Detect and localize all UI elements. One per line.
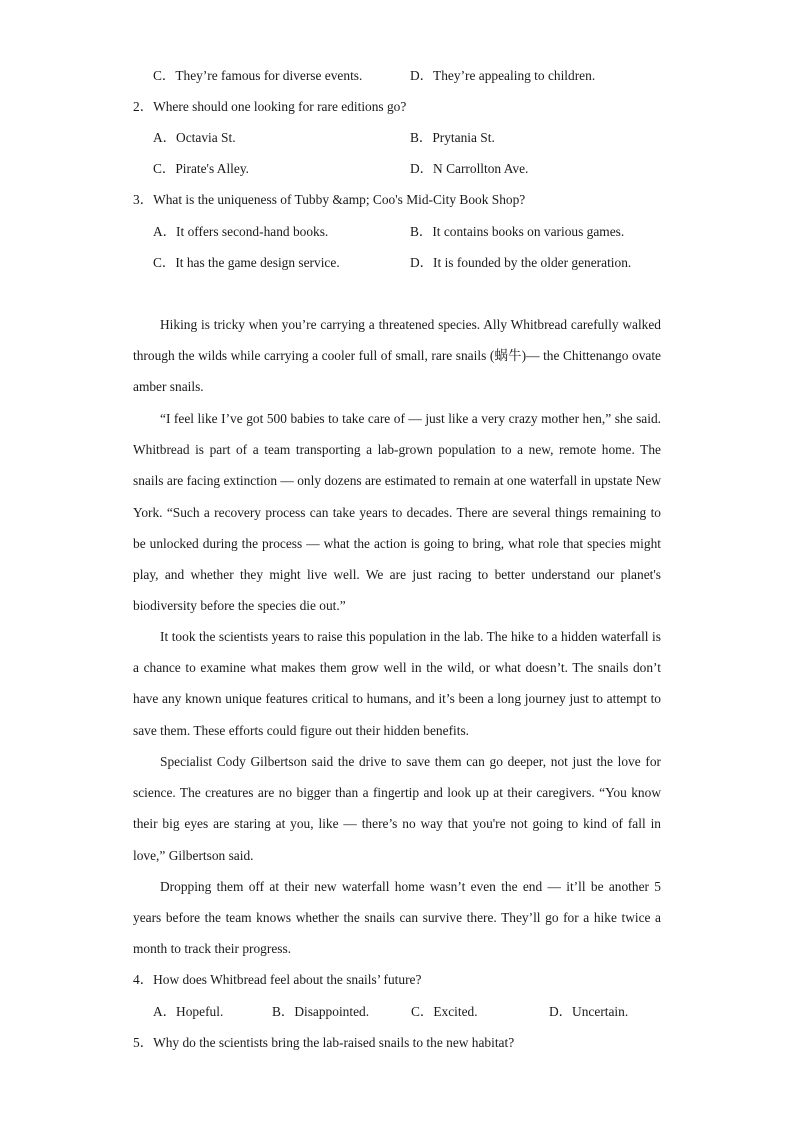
passage-paragraph-1: Hiking is tricky when you’re carrying a threatened species. Ally Whitbread carefully walked through the wilds while carrying a cooler full of small, rare snails (蜗牛)— the Chittenango ovate amber snails. <box>133 317 661 395</box>
q1-option-c: C．They’re famous for diverse events. <box>153 68 363 83</box>
q2-stem: 2．Where should one looking for rare editions go? <box>133 99 407 114</box>
q3-option-a: A．It offers second-hand books. <box>153 224 329 239</box>
q4-option-b: B．Disappointed. <box>272 1004 370 1019</box>
q2-option-b: B．Prytania St. <box>410 130 495 145</box>
passage-paragraph-4: Specialist Cody Gilbertson said the drive to save them can go deeper, not just the love for science. The creatures are no bigger than a fingertip and look up at their caregivers. “You know their big eyes are staring at you, like — there’s no way that you're not going to kind of fall in love,” Gilbertson said. <box>133 754 661 863</box>
q2-option-d: D．N Carrollton Ave. <box>410 161 529 176</box>
q1-option-d: D．They’re appealing to children. <box>410 68 596 83</box>
q4-option-d: D．Uncertain. <box>549 1004 629 1019</box>
passage-paragraph-5: Dropping them off at their new waterfall home wasn’t even the end — it’ll be another 5 years before the team knows whether the snails can survive there. They’ll go for a hike twice a month to track their progress. <box>133 879 661 957</box>
q3-option-d: D．It is founded by the older generation. <box>410 255 632 270</box>
q2-option-c: C．Pirate's Alley. <box>153 161 250 176</box>
q3-stem: 3．What is the uniqueness of Tubby &amp; Coo's Mid-City Book Shop? <box>133 192 526 207</box>
q3-option-b: B．It contains books on various games. <box>410 224 625 239</box>
q2-option-a: A．Octavia St. <box>153 130 236 145</box>
q4-option-c: C．Excited. <box>411 1004 478 1019</box>
passage-paragraph-2: “I feel like I’ve got 500 babies to take care of — just like a very crazy mother hen,” she said. Whitbread is part of a team transporting a lab-grown population to a new, remote home. The snails are facing extinction — only dozens are estimated to remain at one waterfall in upstate New York. “Such a recovery process can take years to decades. There are several things remaining to be unlocked during the process — what the action is going to bring, what role that species might play, and whether they might live well. We are just racing to better understand our planet's biodiversity before the species die out.” <box>133 411 661 614</box>
q5-stem: 5．Why do the scientists bring the lab-raised snails to the new habitat? <box>133 1035 515 1050</box>
q4-stem: 4．How does Whitbread feel about the snails’ future? <box>133 972 422 987</box>
q3-option-c: C．It has the game design service. <box>153 255 340 270</box>
q4-option-a: A．Hopeful. <box>153 1004 224 1019</box>
passage-paragraph-3: It took the scientists years to raise this population in the lab. The hike to a hidden waterfall is a chance to examine what makes them grow well in the wild, or what doesn’t. The snails don’t have any known unique features critical to humans, and it’s been a long journey just to attempt to save them. These efforts could figure out their hidden benefits. <box>133 629 661 738</box>
